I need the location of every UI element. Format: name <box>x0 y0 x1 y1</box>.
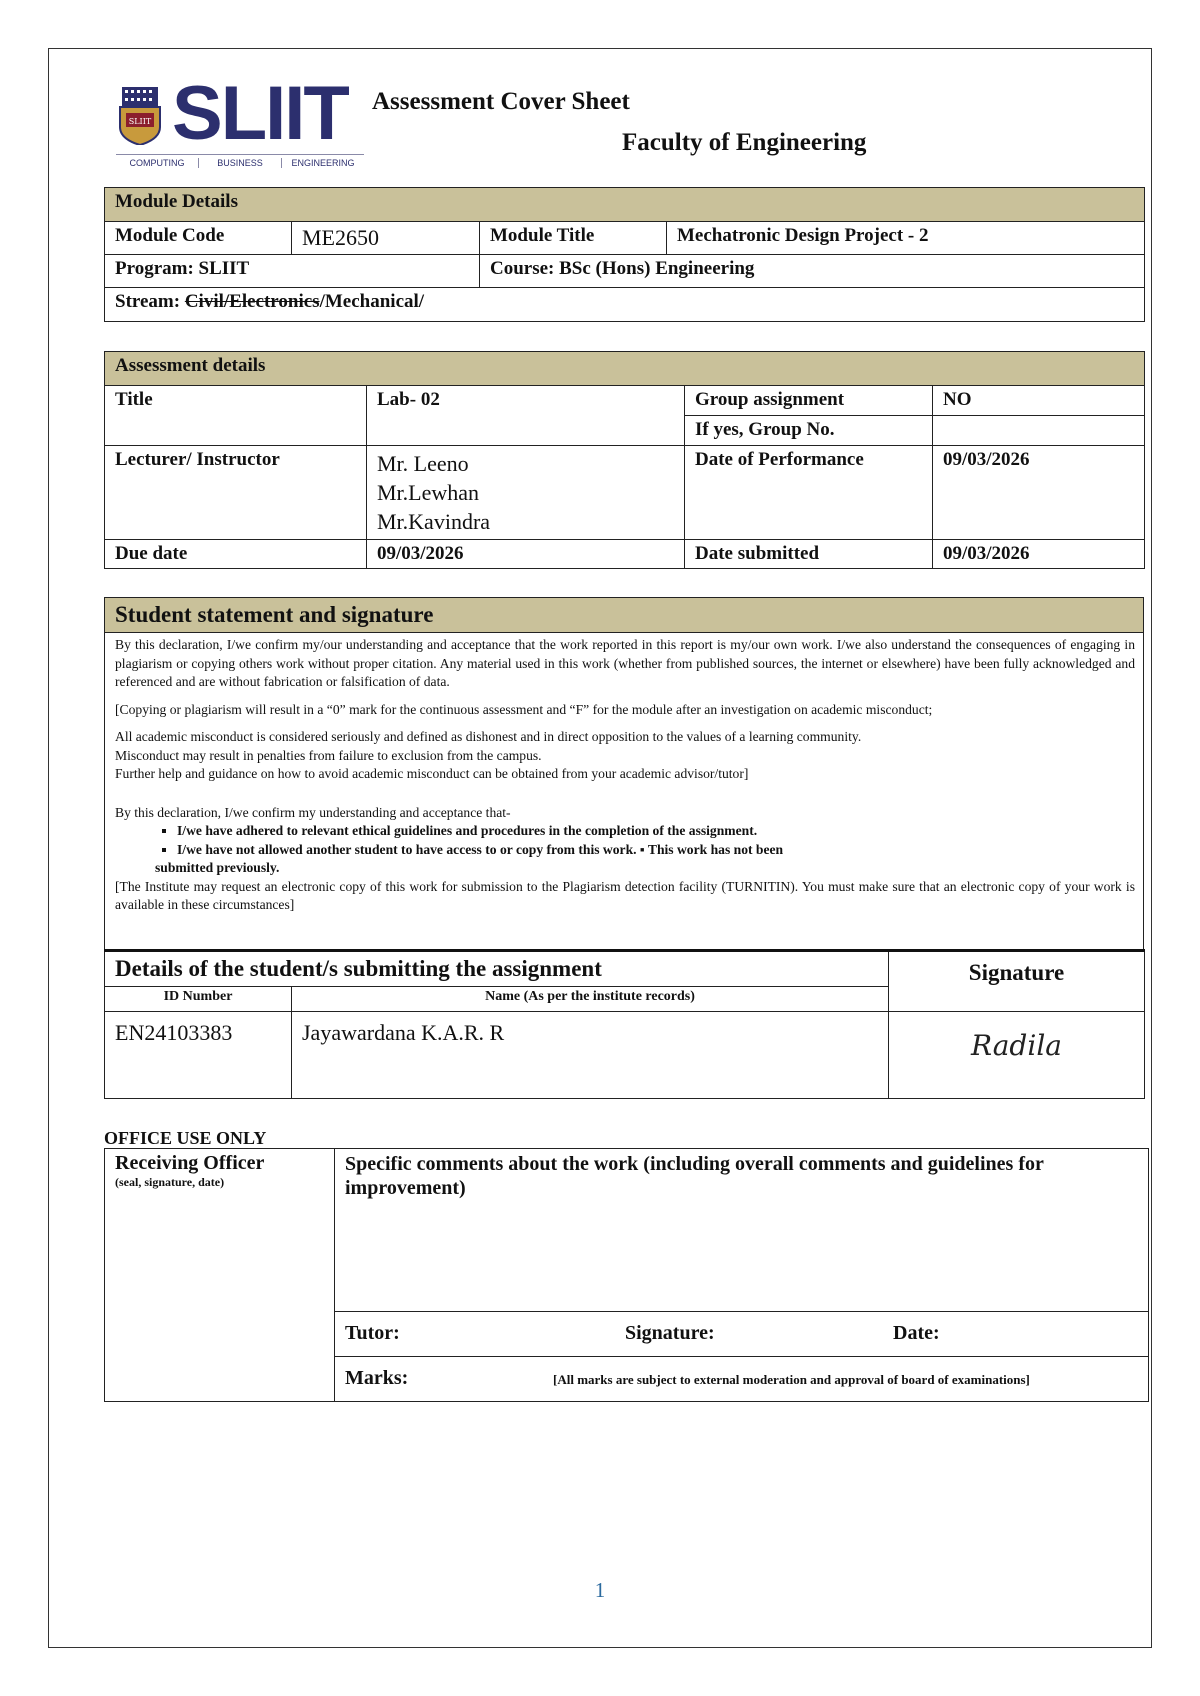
title-label: Title <box>105 386 367 446</box>
signature-header: Signature <box>889 951 1145 1012</box>
section-title: Assessment details <box>105 352 1145 386</box>
logo-tagline: ENGINEERING <box>291 158 355 168</box>
confirmation-item: ▪ I/we have not allowed another student to have access to or copy from this work. ▪ This work has not been <box>177 841 1135 860</box>
performance-value: 09/03/2026 <box>933 446 1145 540</box>
group-no-label: If yes, Group No. <box>685 416 933 446</box>
misconduct-line: All academic misconduct is considered seriously and defined as dishonest and in direct opposition to the values of a learning community. <box>115 729 862 744</box>
lecturer-name: Mr.Kavindra <box>377 509 491 534</box>
receiving-officer-label: Receiving Officer <box>115 1152 265 1174</box>
declaration-paragraph: By this declaration, I/we confirm my/our understanding and acceptance that the work reported in this report is my/our own work. I/we also understand the consequences of engaging in plagiarism or copying others work without proper citation. Any material used in this work (whether from published sources, the internet or elsewhere) have been fully acknowledged and referenced and are without fabrication or falsification of data. <box>115 637 1135 689</box>
sliit-crest-icon <box>116 87 164 145</box>
logo-wordmark: SLIIT <box>172 71 348 156</box>
confirmation-item-continued: submitted previously. <box>155 860 280 875</box>
program-cell: Program: SLIIT <box>105 255 480 288</box>
logo-tagline: COMPUTING <box>116 158 199 168</box>
lecturer-name: Mr. Leeno <box>377 451 469 476</box>
student-signature <box>889 1012 1145 1099</box>
section-title: Module Details <box>105 188 1145 222</box>
logo-tagline: BUSINESS <box>199 158 282 168</box>
crest-lettering: SLIIT <box>128 117 152 126</box>
stream-value: /Mechanical/ <box>319 291 425 312</box>
group-no-value <box>933 416 1145 446</box>
assessment-details-table <box>104 351 1145 569</box>
module-title-value: Mechatronic Design Project - 2 <box>667 222 1145 255</box>
receiving-officer-cell <box>105 1149 335 1402</box>
confirmation-intro: By this declaration, I/we confirm my understanding and acceptance that- <box>115 804 511 820</box>
statement-body <box>105 633 1143 915</box>
id-header: ID Number <box>105 987 292 1012</box>
lecturer-names <box>367 446 685 540</box>
title-value: Lab- 02 <box>367 386 685 446</box>
comments-cell <box>335 1149 1149 1312</box>
confirmation-list <box>115 822 1135 859</box>
statement-title: Student statement and signature <box>105 597 1143 633</box>
students-title: Details of the student/s submitting the assignment <box>105 951 889 987</box>
turnitin-paragraph: [The Institute may request an electronic copy of this work for submission to the Plagiarism detection facility (TURNITIN). You must make sure that an electronic copy of your work is available in these circumstances] <box>115 878 1135 912</box>
stream-struck: Civil/Electronics <box>184 291 320 312</box>
office-use-table <box>104 1148 1149 1402</box>
signature-mark: Radila <box>971 1029 1062 1062</box>
misconduct-line: Misconduct may result in penalties from failure to exclusion from the campus. <box>115 747 542 763</box>
student-name: Jayawardana K.A.R. R <box>292 1012 889 1099</box>
comments-label: Specific comments about the work (including overall comments and guidelines for improvement) <box>345 1153 1044 1199</box>
stream-cell <box>105 288 1145 322</box>
due-value: 09/03/2026 <box>367 540 685 569</box>
page-number: 1 <box>594 1578 606 1602</box>
lecturer-name: Mr.Lewhan <box>377 480 480 505</box>
student-statement <box>104 597 1144 949</box>
group-label: Group assignment <box>685 386 933 416</box>
confirmation-item: ▪ I/we have adhered to relevant ethical guidelines and procedures in the completion of the assignment. <box>177 822 1135 841</box>
performance-label: Date of Performance <box>685 446 933 540</box>
name-header: Name (As per the institute records) <box>292 987 889 1012</box>
submitted-value: 09/03/2026 <box>933 540 1145 569</box>
marks-note: [All marks are subject to external moderation and approval of board of examinations] <box>553 1372 1030 1387</box>
signature-label: Signature: <box>625 1322 715 1344</box>
marks-label: Marks: <box>345 1367 409 1389</box>
document-title: Assessment Cover Sheet <box>372 88 630 115</box>
receiving-officer-note: (seal, signature, date) <box>115 1175 225 1189</box>
office-use-label: OFFICE USE ONLY <box>104 1128 267 1148</box>
course-cell: Course: BSc (Hons) Engineering <box>480 255 1145 288</box>
due-label: Due date <box>105 540 367 569</box>
date-label: Date: <box>893 1322 940 1344</box>
plagiarism-paragraph: [Copying or plagiarism will result in a “0” mark for the continuous assessment and “F” for the module after an investigation on academic misconduct; <box>115 701 933 717</box>
student-id: EN24103383 <box>105 1012 292 1099</box>
module-code-value: ME2650 <box>292 222 480 255</box>
misconduct-line: Further help and guidance on how to avoid academic misconduct can be obtained from your academic advisor/tutor] <box>115 766 749 781</box>
module-code-label: Module Code <box>105 222 292 255</box>
module-details-table <box>104 187 1145 322</box>
student-details-table <box>104 949 1145 1099</box>
submitted-label: Date submitted <box>685 540 933 569</box>
logo-taglines <box>116 154 364 168</box>
lecturer-label: Lecturer/ Instructor <box>105 446 367 540</box>
marks-row <box>335 1357 1149 1402</box>
tutor-label: Tutor: <box>345 1322 400 1344</box>
group-value: NO <box>933 386 1145 416</box>
tutor-row <box>335 1312 1149 1357</box>
faculty-title: Faculty of Engineering <box>622 129 867 156</box>
stream-label: Stream: <box>115 291 185 312</box>
module-title-label: Module Title <box>480 222 667 255</box>
